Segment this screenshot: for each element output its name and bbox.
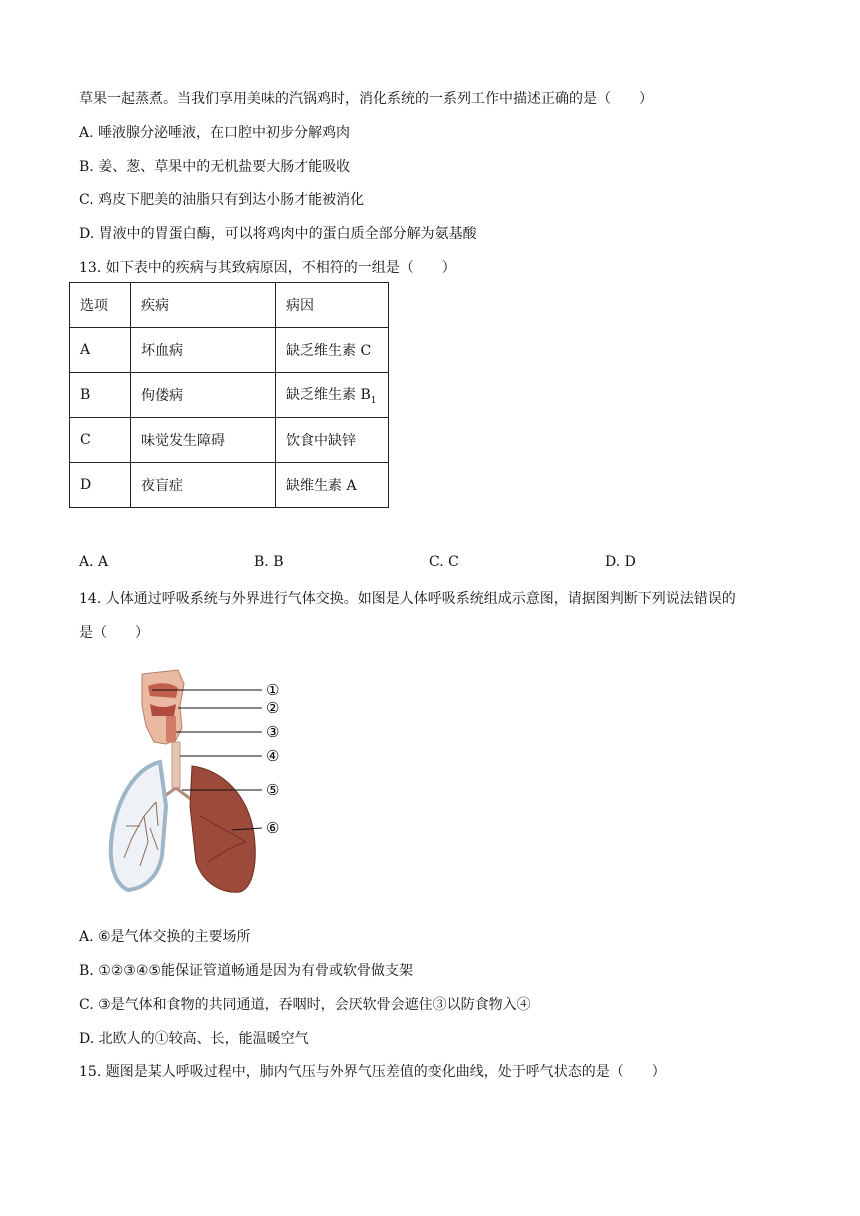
table-cell: 饮食中缺锌 bbox=[276, 418, 389, 463]
q12-option-d: D. 胃液中的胃蛋白酶，可以将鸡肉中的蛋白质全部分解为氨基酸 bbox=[79, 226, 477, 242]
q12-option-a: A. 唾液腺分泌唾液，在口腔中初步分解鸡肉 bbox=[79, 125, 351, 141]
q13-option-a: A. A bbox=[79, 554, 109, 570]
table-cell: D bbox=[70, 463, 131, 508]
table-cell bbox=[276, 373, 389, 418]
table-cell: C bbox=[70, 418, 131, 463]
q14-option-c: C. ③是气体和食物的共同通道，吞咽时，会厌软骨会遮住③以防食物入④ bbox=[79, 997, 531, 1013]
diagram-label: ③ bbox=[266, 723, 280, 741]
pharynx-shape bbox=[166, 716, 176, 742]
q14-option-d: D. 北欧人的①较高、长，能温暖空气 bbox=[79, 1031, 309, 1047]
diagram-label: ② bbox=[266, 699, 280, 717]
table-row bbox=[70, 328, 389, 373]
table-header-cell: 病因 bbox=[276, 283, 389, 328]
table-header-row bbox=[70, 283, 389, 328]
q13-table bbox=[69, 282, 389, 508]
table-row bbox=[70, 463, 389, 508]
q13-option-b: B. B bbox=[254, 554, 284, 570]
q12-stem-tail: 草果一起蒸煮。当我们享用美味的汽锅鸡时，消化系统的一系列工作中描述正确的是（ ） bbox=[79, 91, 653, 107]
trachea-shape bbox=[172, 742, 180, 788]
q12-option-b: B. 姜、葱、草果中的无机盐要大肠才能吸收 bbox=[79, 159, 351, 175]
table-header-cell: 疾病 bbox=[131, 283, 276, 328]
table-cell: 佝偻病 bbox=[131, 373, 276, 418]
table-cell: B bbox=[70, 373, 131, 418]
subscript: 1 bbox=[370, 395, 377, 406]
q14-stem-line2: 是（ ） bbox=[79, 625, 149, 641]
q13-option-d: D. D bbox=[605, 554, 636, 570]
table-cell: 缺乏维生素 C bbox=[276, 328, 389, 373]
table-row bbox=[70, 373, 389, 418]
q12-option-c: C. 鸡皮下肥美的油脂只有到达小肠才能被消化 bbox=[79, 192, 365, 208]
q13-stem: 13. 如下表中的疾病与其致病原因，不相符的一组是（ ） bbox=[79, 260, 456, 276]
table-row bbox=[70, 418, 389, 463]
diagram-label: ④ bbox=[266, 747, 280, 765]
nasal-cavity-shape bbox=[148, 683, 178, 698]
table-cell: 坏血病 bbox=[131, 328, 276, 373]
table-header-cell: 选项 bbox=[70, 283, 131, 328]
table-cell: 夜盲症 bbox=[131, 463, 276, 508]
table-cell: 缺维生素 A bbox=[276, 463, 389, 508]
q15-stem: 15. 题图是某人呼吸过程中，肺内气压与外界气压差值的变化曲线，处于呼气状态的是（ ） bbox=[79, 1064, 666, 1080]
diagram-label: ⑤ bbox=[266, 781, 280, 799]
cell-text: 缺乏维生素 B bbox=[286, 387, 371, 404]
respiratory-diagram-svg bbox=[100, 666, 300, 896]
diagram-label: ⑥ bbox=[266, 819, 280, 837]
diagram-label: ① bbox=[266, 681, 280, 699]
q13-option-c: C. C bbox=[429, 554, 459, 570]
table-cell: 味觉发生障碍 bbox=[131, 418, 276, 463]
q14-option-a: A. ⑥是气体交换的主要场所 bbox=[79, 929, 251, 945]
q14-option-b: B. ①②③④⑤能保证管道畅通是因为有骨或软骨做支架 bbox=[79, 963, 413, 979]
table-cell: A bbox=[70, 328, 131, 373]
respiratory-system-diagram bbox=[100, 666, 300, 896]
q14-stem-line1: 14. 人体通过呼吸系统与外界进行气体交换。如图是人体呼吸系统组成示意图，请据图判断下列说法错误的 bbox=[79, 591, 736, 607]
